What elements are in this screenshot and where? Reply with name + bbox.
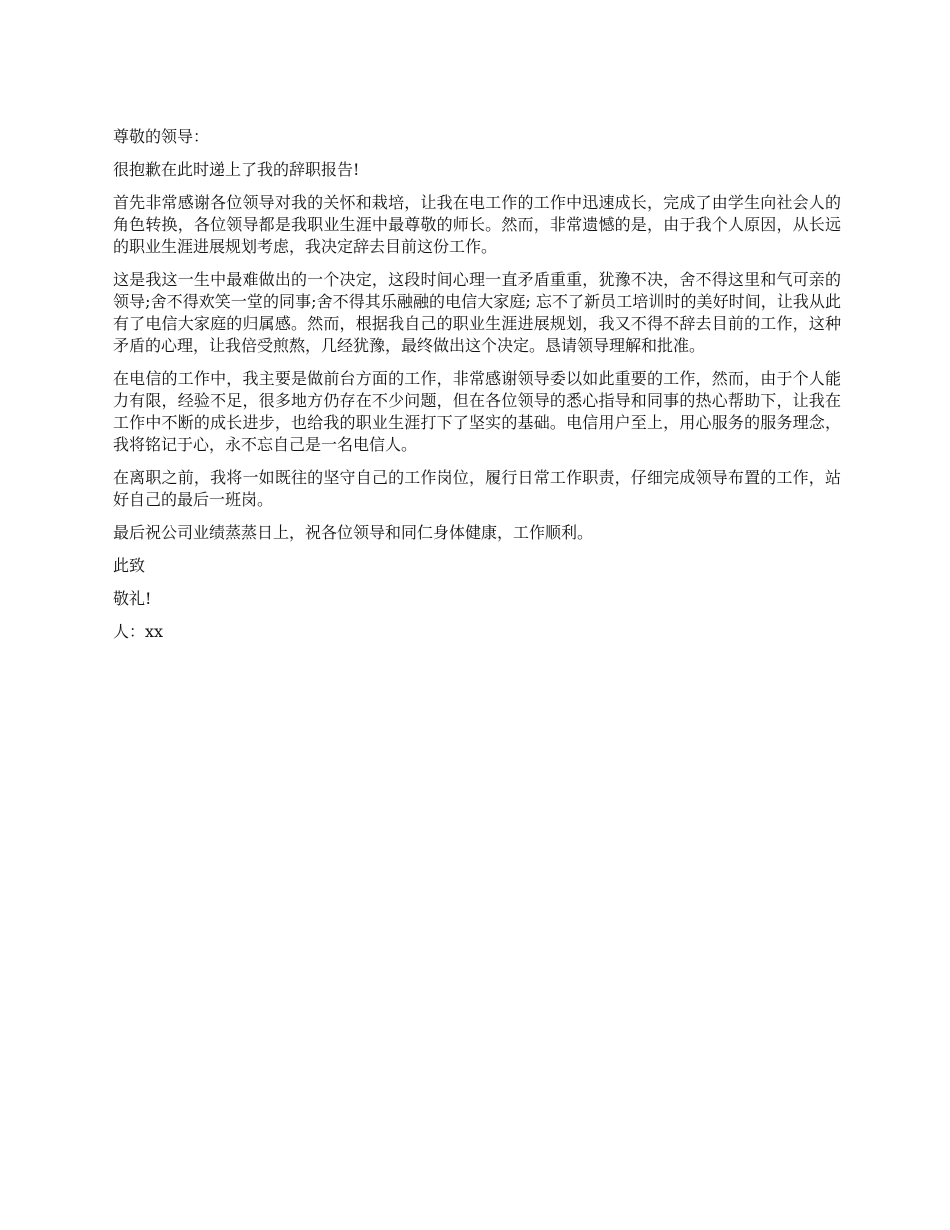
salutation: 尊敬的领导： — [113, 127, 210, 146]
body-paragraph-decision: 这是我这一生中最难做出的一个决定，这段时间心理一直矛盾重重，犹豫不决，舍不得这里和气可亲的领导;舍不得欢笑一堂的同事;舍不得其乐融融的电信大家庭; 忘不了新员工培训时的美好时间，让我从此有了电信大家庭的归属感。然而，根据我自己的职业生涯进展规划，我又不得不辞去目前的工作，这种矛盾的心理，让我倍受煎熬，几经犹豫，最终做出这个决定。恳请领导理解和批准。 — [113, 270, 841, 355]
body-paragraph-wishes: 最后祝公司业绩蒸蒸日上，祝各位领导和同仁身体健康，工作顺利。 — [113, 523, 594, 542]
body-paragraph-handover: 在离职之前，我将一如既往的坚守自己的工作岗位，履行日常工作职责，仔细完成领导布置的工作，站好自己的最后一班岗。 — [113, 468, 841, 509]
signature: 人：xx — [113, 622, 164, 641]
closing-salute: 敬礼! — [113, 589, 152, 608]
body-paragraph-work: 在电信的工作中，我主要是做前台方面的工作，非常感谢领导委以如此重要的工作，然而，由于个人能力有限，经验不足，很多地方仍存在不少问题，但在各位领导的悉心指导和同事的热心帮助下，让我在工作中不断的成长进步，也给我的职业生涯打下了坚实的基础。电信用户至上，用心服务的服务理念，我将铭记于心，永不忘自己是一名电信人。 — [113, 369, 841, 454]
body-paragraph-thanks: 首先非常感谢各位领导对我的关怀和栽培，让我在电工作的工作中迅速成长，完成了由学生向社会人的角色转换，各位领导都是我职业生涯中最尊敬的师长。然而，非常遗憾的是，由于我个人原因，从长远的职业生涯进展规划考虑，我决定辞去目前这份工作。 — [113, 193, 841, 256]
letter-page — [113, 126, 841, 654]
closing-line: 此致 — [113, 556, 146, 575]
opening-line: 很抱歉在此时递上了我的辞职报告! — [113, 160, 360, 179]
